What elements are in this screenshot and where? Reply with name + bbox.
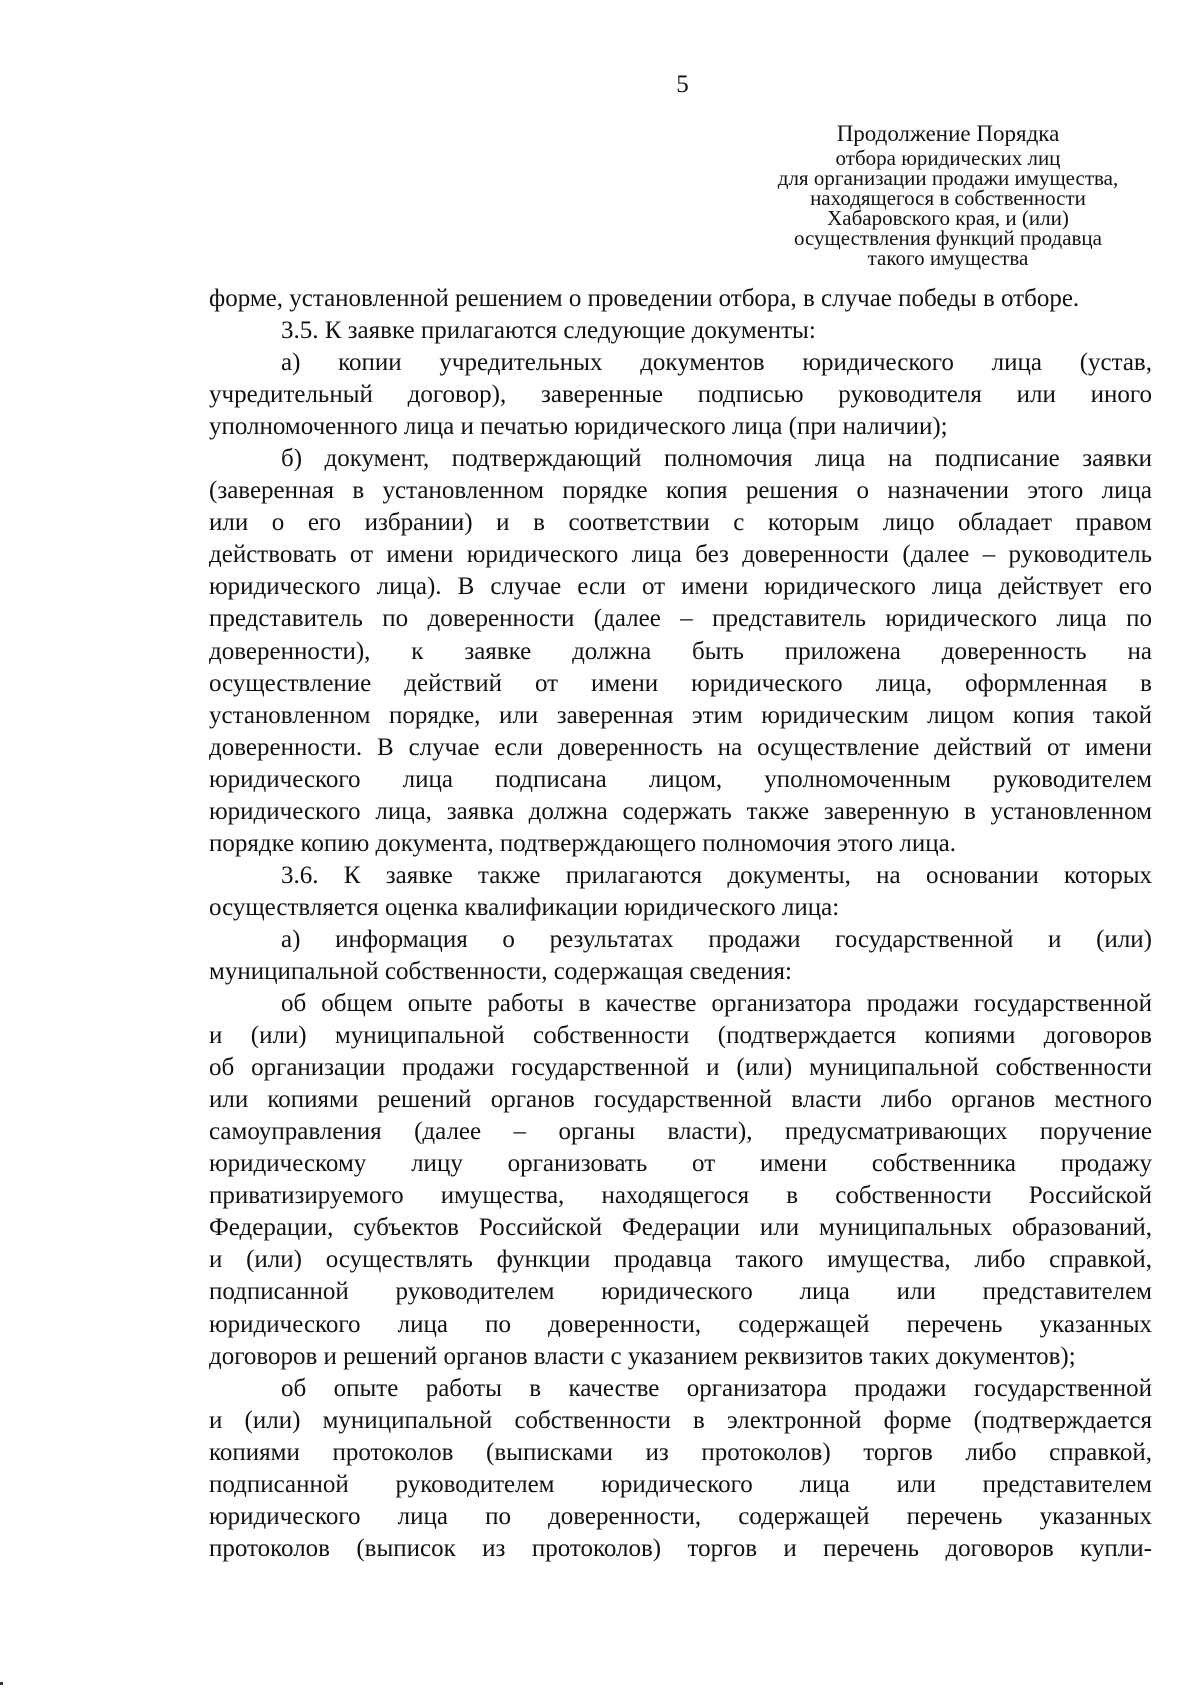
- text-line: доверенности. В случае если доверенность на осуществление действий от имени: [209, 733, 1152, 761]
- text-line: доверенности), к заявке должна быть приложена доверенность на: [209, 637, 1152, 665]
- text-line: Федерации, субъектов Российской Федерации или муниципальных образований,: [209, 1214, 1152, 1242]
- text-line: а) копии учредительных документов юридического лица (устав,: [281, 349, 1152, 377]
- text-line: или копиями решений органов государственной власти либо органов местного: [209, 1086, 1152, 1114]
- scan-mark: [0, 1682, 3, 1685]
- text-line: протоколов (выписок из протоколов) торгов и перечень договоров купли-: [209, 1534, 1152, 1562]
- document-body: [209, 283, 1152, 1565]
- document-header: [748, 120, 1148, 268]
- text-line: копиями протоколов (выписками из протоколов) торгов либо справкой,: [209, 1438, 1152, 1466]
- header-line: Хабаровского края, и (или): [827, 206, 1069, 230]
- text-line: договоров и решений органов власти с указанием реквизитов таких документов);: [209, 1342, 1076, 1370]
- text-line: и (или) осуществлять функции продавца такого имущества, либо справкой,: [209, 1246, 1152, 1274]
- text-line: порядке копию документа, подтверждающего полномочия этого лица.: [209, 829, 956, 857]
- text-line: муниципальной собственности, содержащая сведения:: [209, 957, 792, 985]
- text-line: представитель по доверенности (далее – представитель юридического лица по: [209, 605, 1152, 633]
- text-line: об опыте работы в качестве организатора продажи государственной: [281, 1374, 1152, 1402]
- text-line: юридическому лицу организовать от имени собственника продажу: [209, 1150, 1152, 1178]
- text-line: юридического лица по доверенности, содержащей перечень указанных: [209, 1502, 1152, 1530]
- text-line: 3.6. К заявке также прилагаются документы, на основании которых: [281, 861, 1152, 889]
- text-line: б) документ, подтверждающий полномочия лица на подписание заявки: [281, 445, 1152, 473]
- text-line: форме, установленной решением о проведении отбора, в случае победы в отборе.: [209, 285, 1080, 312]
- text-line: юридического лица). В случае если от имени юридического лица действует его: [209, 573, 1152, 601]
- text-line: установленном порядке, или заверенная этим юридическим лицом копия такой: [209, 701, 1152, 729]
- text-line: об организации продажи государственной и (или) муниципальной собственности: [209, 1054, 1152, 1082]
- header-line: для организации продажи имущества,: [777, 166, 1119, 190]
- text-line: самоуправления (далее – органы власти), предусматривающих поручение: [209, 1118, 1152, 1146]
- text-line: 3.5. К заявке прилагаются следующие документы:: [281, 317, 816, 345]
- text-line: действовать от имени юридического лица без доверенности (далее – руководитель: [209, 541, 1152, 569]
- text-line: осуществляется оценка квалификации юридического лица:: [209, 893, 840, 921]
- text-line: подписанной руководителем юридического лица или представителем: [209, 1470, 1152, 1498]
- header-line: находящегося в собственности: [810, 186, 1086, 210]
- text-line: и (или) муниципальной собственности в электронной форме (подтверждается: [209, 1406, 1152, 1434]
- text-line: юридического лица подписана лицом, уполномоченным руководителем: [209, 765, 1152, 793]
- text-line: и (или) муниципальной собственности (подтверждается копиями договоров: [209, 1022, 1152, 1050]
- text-line: юридического лица по доверенности, содержащей перечень указанных: [209, 1310, 1152, 1338]
- text-line: приватизируемого имущества, находящегося в собственности Российской: [209, 1182, 1152, 1210]
- page-number: 5: [676, 71, 689, 98]
- text-line: об общем опыте работы в качестве организатора продажи государственной: [281, 990, 1152, 1018]
- text-line: осуществление действий от имени юридического лица, оформленная в: [209, 669, 1152, 697]
- text-line: а) информация о результатах продажи государственной и (или): [281, 925, 1152, 953]
- text-line: (заверенная в установленном порядке копия решения о назначении этого лица: [209, 477, 1152, 505]
- header-line: осуществления функций продавца: [793, 226, 1102, 250]
- text-line: учредительный договор), заверенные подписью руководителя или иного: [209, 381, 1152, 409]
- header-line: Продолжение Порядка: [836, 121, 1060, 146]
- text-line: или о его избрании) и в соответствии с которым лицо обладает правом: [209, 509, 1152, 537]
- text-line: уполномоченного лица и печатью юридического лица (при наличии);: [209, 413, 948, 441]
- header-line: отбора юридических лиц: [835, 146, 1061, 170]
- header-line: такого имущества: [867, 246, 1029, 270]
- text-line: юридического лица, заявка должна содержать также заверенную в установленном: [209, 797, 1152, 825]
- text-line: подписанной руководителем юридического лица или представителем: [209, 1278, 1152, 1306]
